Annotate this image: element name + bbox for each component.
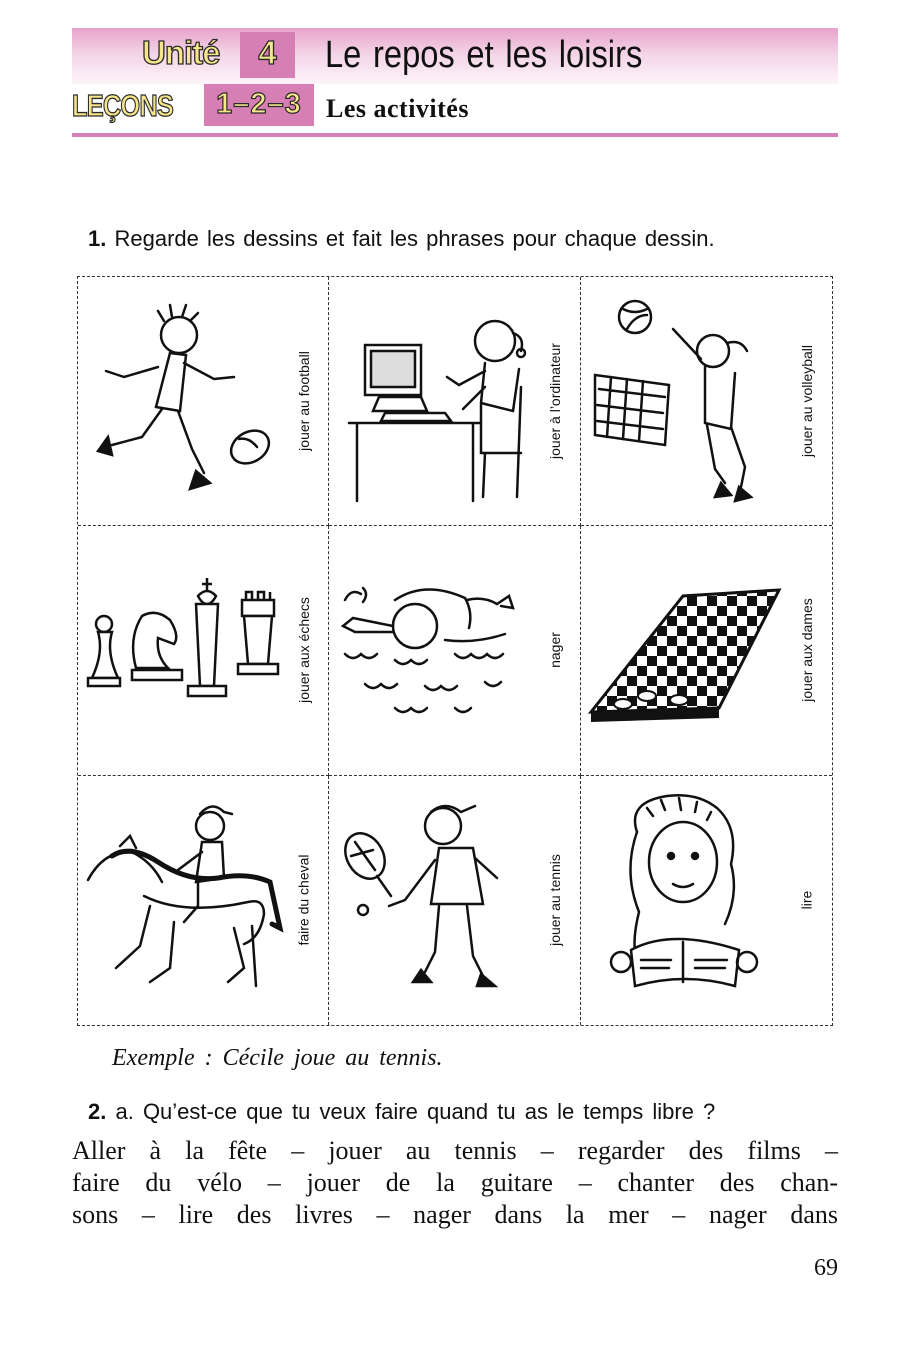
horse-rider-icon bbox=[84, 786, 284, 1014]
caption-football: jouer au football bbox=[296, 351, 313, 451]
exercise-2-text: a. Qu’est-ce que tu veux faire quand tu as le temps libre ? bbox=[115, 1099, 716, 1124]
exercise-2-instruction bbox=[88, 1099, 838, 1125]
activity-card-horse bbox=[78, 776, 329, 1025]
unit-title: Le repos et les loisirs bbox=[325, 34, 643, 76]
page-number: 69 bbox=[814, 1255, 838, 1281]
activity-card-grid bbox=[77, 276, 833, 1026]
caption-computer-holder bbox=[540, 277, 570, 525]
caption-horse-holder bbox=[289, 776, 319, 1025]
caption-chess-holder bbox=[289, 526, 319, 774]
caption-volleyball-holder bbox=[792, 277, 822, 525]
swimmer-icon bbox=[335, 536, 535, 764]
activity-card-football bbox=[78, 277, 329, 526]
caption-chess: jouer aux échecs bbox=[296, 597, 312, 704]
unit-label: Unité bbox=[142, 34, 220, 71]
activity-card-reading bbox=[581, 776, 832, 1025]
header-divider bbox=[72, 133, 838, 137]
caption-reading-holder bbox=[792, 776, 822, 1025]
exercise-2-number: 2. bbox=[88, 1099, 107, 1124]
caption-tennis-holder bbox=[540, 776, 570, 1025]
exercise-1-number: 1. bbox=[88, 226, 107, 251]
caption-swimming: nager bbox=[547, 632, 564, 669]
exercise-1-instruction bbox=[88, 226, 838, 252]
caption-checkers: jouer aux dames bbox=[798, 598, 815, 703]
caption-checkers-holder bbox=[792, 526, 822, 774]
caption-volleyball: jouer au volleyball bbox=[798, 345, 815, 458]
caption-tennis: jouer au tennis bbox=[547, 854, 564, 947]
caption-football-holder bbox=[289, 277, 319, 525]
exercise-1-text: Regarde les dessins et fait les phrases pour chaque dessin. bbox=[114, 226, 715, 251]
activity-card-tennis bbox=[329, 776, 580, 1025]
activity-card-computer bbox=[329, 277, 580, 526]
lessons-range: 1–2–3 bbox=[216, 88, 302, 120]
computer-girl-icon bbox=[335, 287, 535, 515]
caption-horse: faire du cheval bbox=[296, 854, 312, 946]
tennis-player-icon bbox=[335, 786, 535, 1014]
activity-card-swimming bbox=[329, 526, 580, 775]
activity-card-checkers bbox=[581, 526, 832, 775]
chess-pieces-icon bbox=[84, 536, 284, 764]
caption-swimming-holder bbox=[540, 526, 570, 774]
word-list-line: sons – lire des livres – nager dans la mer – nager dans bbox=[72, 1200, 838, 1229]
lessons-title: Les activités bbox=[326, 94, 469, 123]
exercise-1-example: Exemple : Cécile joue au tennis. bbox=[112, 1045, 443, 1071]
football-player-icon bbox=[84, 287, 284, 515]
unit-number: 4 bbox=[258, 34, 277, 71]
checkers-board-icon bbox=[587, 536, 787, 764]
caption-reading: lire bbox=[798, 890, 815, 910]
word-list-line: Aller à la fête – jouer au tennis – regarder des films – bbox=[72, 1136, 838, 1165]
activity-card-volleyball bbox=[581, 277, 832, 526]
exercise-2-word-list bbox=[72, 1135, 838, 1231]
volleyball-player-icon bbox=[587, 287, 787, 515]
word-list-line: faire du vélo – jouer de la guitare – chanter des chan- bbox=[72, 1168, 838, 1197]
lessons-label: LEÇONS bbox=[72, 88, 174, 123]
reading-girl-icon bbox=[587, 786, 787, 1014]
activity-card-chess bbox=[78, 526, 329, 775]
caption-computer: jouer à l’ordinateur bbox=[547, 343, 564, 460]
